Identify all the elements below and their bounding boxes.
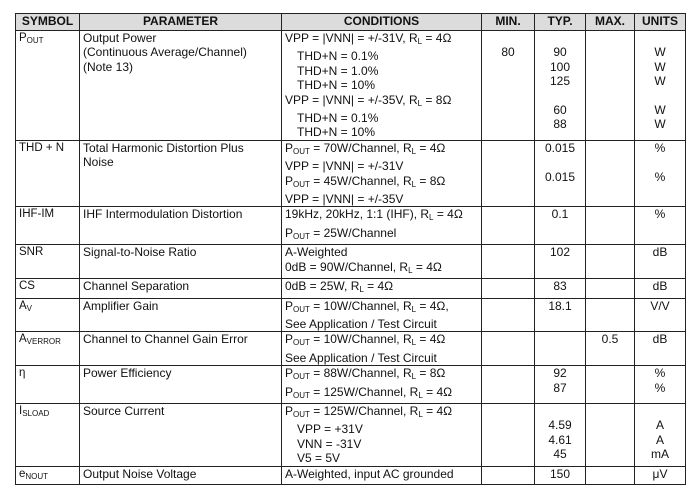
cell-symbol xyxy=(16,207,80,245)
condition-subscript: L xyxy=(411,338,417,348)
typ-value: 88 xyxy=(553,117,567,132)
typ-value: 92 xyxy=(553,366,567,381)
cell-min xyxy=(482,279,535,298)
typ-value xyxy=(538,404,582,418)
symbol-text: A xyxy=(19,333,27,346)
cell-units xyxy=(635,366,686,404)
header-symbol: SYMBOL xyxy=(16,14,80,31)
typ-value: 18.1 xyxy=(548,298,572,313)
typ-value: 60 xyxy=(553,103,567,117)
condition-prefix: P xyxy=(285,332,294,347)
condition-line xyxy=(285,93,478,111)
cell-symbol xyxy=(16,298,80,332)
typ-value: 102 xyxy=(549,245,571,260)
unit-value: dB xyxy=(652,245,668,260)
table-row xyxy=(16,207,686,245)
cell-symbol xyxy=(16,245,80,279)
symbol-text: e xyxy=(19,467,26,480)
cell-parameter xyxy=(80,298,282,332)
table-row xyxy=(16,140,686,207)
unit-value: % xyxy=(654,207,666,222)
cell-conditions xyxy=(282,466,482,484)
parameter-line: Output Noise Voltage xyxy=(83,466,197,481)
parameter-line: (Continuous Average/Channel) xyxy=(83,45,247,60)
cell-parameter xyxy=(80,279,282,298)
condition-subscript: L xyxy=(411,146,417,156)
condition-line xyxy=(285,159,478,173)
symbol-text: THD + N xyxy=(19,141,65,154)
cell-min xyxy=(482,332,535,366)
cell-min xyxy=(482,31,535,141)
unit-value: W xyxy=(654,74,666,89)
condition-text: = 10W/Channel, R xyxy=(309,298,412,313)
cell-typ xyxy=(535,332,586,366)
cell-units xyxy=(635,298,686,332)
cell-max xyxy=(586,298,635,332)
condition-text: = 10W/Channel, R xyxy=(309,332,412,347)
typ-value: 4.61 xyxy=(548,432,572,447)
condition-line xyxy=(285,404,478,422)
parameter-line: Channel Separation xyxy=(83,279,190,294)
condition-line xyxy=(285,226,478,244)
condition-tail: = 4Ω xyxy=(422,384,453,399)
cell-max xyxy=(586,466,635,484)
condition-line xyxy=(285,174,478,192)
parameter-line: (Note 13) xyxy=(83,59,134,74)
cell-max xyxy=(586,403,635,466)
unit-value: A xyxy=(655,418,664,433)
cell-conditions xyxy=(282,245,482,279)
min-value xyxy=(485,31,531,45)
header-parameter: PARAMETER xyxy=(80,14,282,31)
cell-parameter xyxy=(80,366,282,404)
cell-conditions xyxy=(282,207,482,245)
symbol-text: IHF-IM xyxy=(19,208,55,221)
cell-typ xyxy=(535,31,586,141)
cell-conditions xyxy=(282,403,482,466)
condition-prefix: P xyxy=(285,225,294,240)
parameter-line: Noise xyxy=(83,155,114,170)
condition-text: VNN = -31V xyxy=(297,436,362,451)
cell-symbol xyxy=(16,466,80,484)
cell-min xyxy=(482,207,535,245)
condition-line xyxy=(285,192,478,206)
cell-parameter xyxy=(80,332,282,366)
cell-units xyxy=(635,207,686,245)
typ-value: 87 xyxy=(553,380,567,395)
condition-tail: = 4Ω xyxy=(422,403,453,418)
parameter-line: Source Current xyxy=(83,403,165,418)
cell-conditions xyxy=(282,366,482,404)
condition-prefix: P xyxy=(285,384,294,399)
condition-text: 0dB = 25W, R xyxy=(285,279,360,294)
cell-parameter xyxy=(80,140,282,207)
table-row xyxy=(16,332,686,366)
condition-subscript: L xyxy=(429,213,434,223)
condition-prefix-subscript: OUT xyxy=(293,372,310,382)
cell-symbol xyxy=(16,31,80,141)
min-value: 80 xyxy=(501,45,515,60)
condition-line xyxy=(285,279,478,297)
condition-line xyxy=(285,49,478,63)
cell-parameter xyxy=(80,207,282,245)
typ-value: 90 xyxy=(553,45,567,60)
condition-line xyxy=(285,125,478,139)
cell-conditions xyxy=(282,298,482,332)
cell-typ xyxy=(535,298,586,332)
condition-subscript: L xyxy=(417,37,423,46)
cell-min xyxy=(482,298,535,332)
cell-parameter xyxy=(80,31,282,141)
parameter-line: Channel to Channel Gain Error xyxy=(83,332,248,347)
condition-line xyxy=(285,207,478,225)
condition-line xyxy=(285,141,478,159)
condition-text: THD+N = 0.1% xyxy=(297,49,379,64)
condition-subscript: L xyxy=(418,409,423,419)
symbol-subscript: NOUT xyxy=(25,471,49,481)
condition-line xyxy=(285,422,478,436)
condition-subscript: L xyxy=(411,304,417,314)
condition-line xyxy=(285,260,478,278)
unit-value: V/V xyxy=(650,298,670,313)
header-row xyxy=(16,14,686,31)
condition-text: VPP = |VNN| = +/-35V, R xyxy=(285,92,418,107)
header-max: MAX. xyxy=(586,14,635,31)
symbol-text: SNR xyxy=(19,246,44,259)
condition-line xyxy=(285,317,478,331)
cell-min xyxy=(482,366,535,404)
cell-max xyxy=(586,140,635,207)
header-min: MIN. xyxy=(482,14,535,31)
table-row xyxy=(16,245,686,279)
condition-prefix-subscript: OUT xyxy=(293,304,310,314)
condition-tail: = 4Ω xyxy=(416,140,446,155)
condition-line xyxy=(285,366,478,384)
condition-line xyxy=(285,351,478,365)
unit-value: W xyxy=(654,117,666,132)
cell-typ xyxy=(535,279,586,298)
symbol-text: A xyxy=(19,299,27,312)
cell-typ xyxy=(535,403,586,466)
typ-value: 0.1 xyxy=(551,207,569,222)
parameter-line: Output Power xyxy=(83,31,157,45)
condition-subscript: L xyxy=(418,390,423,400)
unit-value xyxy=(638,404,682,418)
typ-value xyxy=(538,155,582,169)
condition-tail: = 4Ω xyxy=(412,259,442,274)
parameter-line: IHF Intermodulation Distortion xyxy=(83,207,243,222)
cell-typ xyxy=(535,207,586,245)
typ-value: 125 xyxy=(549,74,571,89)
cell-conditions xyxy=(282,31,482,141)
condition-prefix: P xyxy=(285,366,294,381)
condition-tail: = 4Ω xyxy=(363,279,394,294)
unit-value: mA xyxy=(651,447,669,462)
condition-tail: = 4Ω xyxy=(433,207,463,222)
unit-value: % xyxy=(654,366,666,381)
table-row xyxy=(16,403,686,466)
cell-symbol xyxy=(16,140,80,207)
condition-text: V5 = 5V xyxy=(297,451,341,466)
condition-prefix-subscript: OUT xyxy=(293,409,310,419)
typ-value: 100 xyxy=(549,59,571,74)
parameter-line: Signal-to-Noise Ratio xyxy=(83,245,197,260)
condition-text: THD+N = 10% xyxy=(297,125,376,140)
cell-min xyxy=(482,403,535,466)
unit-value: dB xyxy=(652,332,668,347)
unit-value xyxy=(638,89,682,103)
unit-value xyxy=(638,155,682,169)
symbol-text: η xyxy=(19,367,26,380)
condition-subscript: L xyxy=(359,285,364,295)
parameter-line: Total Harmonic Distortion Plus xyxy=(83,140,244,155)
table-row xyxy=(16,279,686,298)
condition-text: = 45W/Channel, R xyxy=(309,173,412,188)
cell-max xyxy=(586,207,635,245)
condition-prefix: P xyxy=(285,173,294,188)
symbol-subscript: SLOAD xyxy=(22,408,50,418)
unit-value: % xyxy=(654,140,666,155)
table-row xyxy=(16,31,686,141)
cell-max xyxy=(586,31,635,141)
table-row xyxy=(16,366,686,404)
condition-text: = 125W/Channel, R xyxy=(309,403,419,418)
condition-text: = 125W/Channel, R xyxy=(309,384,419,399)
cell-units xyxy=(635,466,686,484)
condition-prefix-subscript: OUT xyxy=(293,146,310,156)
typ-value: 45 xyxy=(553,447,567,462)
cell-min xyxy=(482,245,535,279)
condition-prefix-subscript: OUT xyxy=(293,231,310,241)
condition-line xyxy=(285,245,478,259)
condition-text: VPP = |VNN| = +/-31V xyxy=(285,159,404,174)
cell-max xyxy=(586,245,635,279)
condition-line xyxy=(285,78,478,92)
typ-value: 0.015 xyxy=(544,140,576,155)
condition-text: VPP = |VNN| = +/-35V xyxy=(285,192,404,207)
symbol-subscript: V xyxy=(26,303,33,313)
symbol-text: I xyxy=(19,404,23,417)
cell-symbol xyxy=(16,403,80,466)
condition-line xyxy=(285,437,478,451)
cell-parameter xyxy=(80,466,282,484)
condition-subscript: L xyxy=(411,372,417,382)
condition-subscript: L xyxy=(411,179,417,189)
condition-prefix: P xyxy=(285,298,294,313)
cell-min xyxy=(482,466,535,484)
condition-line xyxy=(285,451,478,465)
condition-text: THD+N = 0.1% xyxy=(297,111,379,126)
condition-line xyxy=(285,467,478,481)
cell-symbol xyxy=(16,332,80,366)
cell-units xyxy=(635,332,686,366)
condition-text: = 25W/Channel xyxy=(309,225,397,240)
cell-max xyxy=(586,332,635,366)
unit-value: A xyxy=(655,432,664,447)
condition-prefix-subscript: OUT xyxy=(293,179,310,189)
unit-value: W xyxy=(654,59,666,74)
condition-tail: = 8Ω xyxy=(416,366,446,381)
symbol-subscript: OUT xyxy=(26,36,44,45)
condition-subscript: L xyxy=(408,265,413,275)
condition-tail: = 4Ω xyxy=(416,332,446,347)
cell-parameter xyxy=(80,403,282,466)
spec-table xyxy=(15,13,686,485)
typ-value: 150 xyxy=(549,466,571,481)
table-row xyxy=(16,298,686,332)
condition-line xyxy=(285,31,478,49)
cell-parameter xyxy=(80,245,282,279)
cell-symbol xyxy=(16,366,80,404)
unit-value: % xyxy=(654,169,666,184)
condition-line xyxy=(285,332,478,350)
cell-typ xyxy=(535,245,586,279)
unit-value: μV xyxy=(652,466,668,481)
cell-typ xyxy=(535,366,586,404)
parameter-line: Power Efficiency xyxy=(83,366,172,381)
condition-line xyxy=(285,385,478,403)
typ-value xyxy=(538,89,582,103)
cell-typ xyxy=(535,140,586,207)
condition-subscript: L xyxy=(417,98,423,108)
cell-conditions xyxy=(282,279,482,298)
condition-tail: = 8Ω xyxy=(416,173,446,188)
condition-text: See Application / Test Circuit xyxy=(285,316,437,331)
cell-conditions xyxy=(282,140,482,207)
condition-text: = 70W/Channel, R xyxy=(309,140,412,155)
unit-value: dB xyxy=(652,279,668,294)
condition-text: 19kHz, 20kHz, 1:1 (IHF), R xyxy=(285,207,430,222)
condition-prefix-subscript: OUT xyxy=(293,338,310,348)
unit-value xyxy=(638,31,682,45)
condition-text: THD+N = 10% xyxy=(297,78,376,93)
typ-value: 0.015 xyxy=(544,169,576,184)
typ-value xyxy=(538,31,582,45)
symbol-text: P xyxy=(19,32,27,44)
max-value: 0.5 xyxy=(601,332,619,347)
condition-tail: = 4Ω, xyxy=(416,298,449,313)
cell-max xyxy=(586,279,635,298)
cell-units xyxy=(635,31,686,141)
condition-tail: = 8Ω xyxy=(422,92,452,107)
condition-tail: = 4Ω xyxy=(422,31,452,45)
unit-value: W xyxy=(654,103,666,117)
typ-value: 83 xyxy=(553,279,567,294)
header-conditions: CONDITIONS xyxy=(282,14,482,31)
cell-max xyxy=(586,366,635,404)
cell-units xyxy=(635,245,686,279)
condition-text: THD+N = 1.0% xyxy=(297,63,379,78)
condition-line xyxy=(285,111,478,125)
condition-text: See Application / Test Circuit xyxy=(285,350,437,365)
typ-value: 4.59 xyxy=(548,418,572,433)
parameter-line: Amplifier Gain xyxy=(83,298,159,313)
condition-text: = 88W/Channel, R xyxy=(309,366,412,381)
condition-text: A-Weighted, input AC grounded xyxy=(285,466,454,481)
condition-line xyxy=(285,64,478,78)
spec-body xyxy=(16,31,686,485)
header-units: UNITS xyxy=(635,14,686,31)
cell-typ xyxy=(535,466,586,484)
cell-min xyxy=(482,140,535,207)
unit-value: W xyxy=(654,45,666,60)
condition-text: A-Weighted xyxy=(285,245,348,260)
condition-prefix: P xyxy=(285,403,294,418)
condition-prefix: P xyxy=(285,140,294,155)
condition-text: VPP = |VNN| = +/-31V, R xyxy=(285,31,418,45)
cell-units xyxy=(635,140,686,207)
symbol-subscript: VERROR xyxy=(26,337,61,347)
table-row xyxy=(16,466,686,484)
condition-line xyxy=(285,299,478,317)
cell-units xyxy=(635,403,686,466)
condition-prefix-subscript: OUT xyxy=(293,390,310,400)
unit-value: % xyxy=(654,380,666,395)
symbol-text: CS xyxy=(19,280,35,293)
condition-text: 0dB = 90W/Channel, R xyxy=(285,259,409,274)
cell-symbol xyxy=(16,279,80,298)
header-typ: TYP. xyxy=(535,14,586,31)
cell-units xyxy=(635,279,686,298)
cell-conditions xyxy=(282,332,482,366)
condition-text: VPP = +31V xyxy=(297,422,363,437)
